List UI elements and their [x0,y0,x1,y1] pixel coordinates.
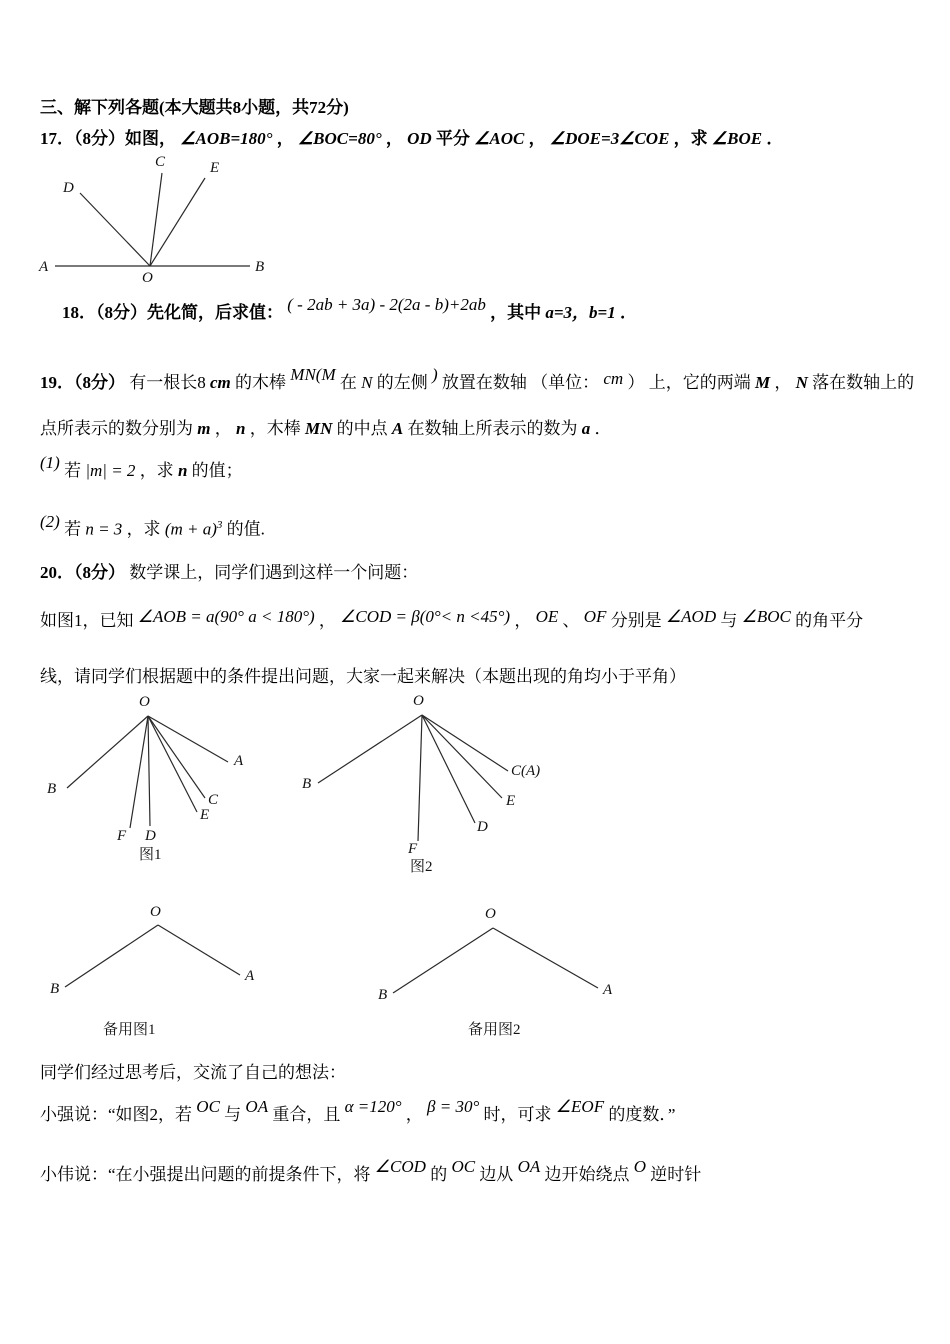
text-segment: 如图1，已知 [40,611,134,630]
problem-18 [62,295,637,326]
point-label-O: O [139,694,150,710]
text-segment: 在 [339,373,357,392]
text-segment: 平分 [435,129,470,148]
math-segment: OE [535,607,559,626]
figure-caption: 备用图1 [103,1022,156,1038]
text-segment: ， [318,611,336,630]
text-segment: ， [405,1105,423,1124]
math-segment: cm [210,373,231,392]
text-segment: 与 [224,1105,242,1124]
text-segment: 放置在数轴 [441,373,527,392]
math-segment: β = 30° [427,1097,480,1116]
point-label-D: D [145,828,156,844]
text-segment: 18．（8分）先化简，后求值： [62,303,283,322]
math-segment: MN(M [290,365,336,384]
text-segment: 边从 [479,1165,514,1184]
math-segment: n [177,461,188,480]
point-label-O: O [142,270,153,286]
math-segment: ∠AOB = a(90° a < 180°) [137,607,315,626]
point-label-O: O [485,906,496,922]
math-segment: OA [245,1097,269,1116]
text-segment: 点所表示的数分别为 [40,419,193,438]
math-segment: OD [407,129,432,148]
text-segment: 的中点 [336,419,388,438]
math-segment: α =120° [344,1097,402,1116]
text-segment: ，求 [139,461,174,480]
problem-19-line-2 [40,416,611,442]
spare-figure-2 [375,903,625,1043]
text-segment: 边开始绕点 [544,1165,630,1184]
math-segment: (m + a) [164,519,217,539]
figure-1 [35,693,275,868]
problem-19-line-1 [40,365,915,396]
text-segment: 在数轴上所表示的数为 [407,419,578,438]
math-segment: ∠BOE [711,129,763,148]
math-segment: ∠AOD [665,607,717,626]
math-segment: OC [451,1157,476,1176]
text-segment: ， [214,419,232,438]
problem-19-part-1 [40,453,243,484]
text-segment: 小强说：“如图2，若 [40,1105,193,1124]
figure-caption: 备用图2 [468,1022,521,1038]
text-segment: ， [774,373,792,392]
point-label-D: D [63,180,74,196]
point-label-A: A [245,968,255,984]
text-segment: 的木棒 [235,373,287,392]
math-segment: n = 3 [85,519,123,539]
point-label-E: E [506,793,516,809]
math-segment: ∠COD [374,1157,426,1176]
text-segment: ， [385,129,403,148]
point-label-B: B [255,259,265,275]
text-segment: 17．（8分）如图， [40,129,176,148]
text-segment: 20．（8分） [40,563,125,582]
text-segment: ， [276,129,294,148]
text-segment: 的值. [226,519,265,539]
text-segment: 有一根长8 [129,373,206,392]
text-segment: ，木棒 [249,419,301,438]
math-superscript: 3 [216,519,223,531]
point-label-C: C [155,154,166,170]
math-segment: ∠EOF [555,1097,605,1116]
math-segment: |m| = 2 [85,461,136,480]
point-label-F: F [408,841,418,857]
math-segment: a=3，b=1 [545,303,616,322]
text-segment: （单位： [531,373,600,392]
figure-caption: 图1 [139,847,162,863]
students-thoughts: 同学们经过思考后，交流了自己的想法： [40,1063,346,1082]
math-segment: OF [583,607,607,626]
math-segment: a [581,419,591,438]
text-segment: 的 [430,1165,448,1184]
text-segment: 上，它的两端 [648,373,751,392]
point-label-D: D [477,819,488,835]
text-segment: ， [528,129,546,148]
math-segment: (2) [40,511,60,531]
text-segment: 分别是 [610,611,662,630]
math-segment: OA [517,1157,541,1176]
spare-figure-1 [45,903,275,1043]
text-segment: 若 [64,461,82,480]
text-segment: 逆时针 [650,1165,702,1184]
math-segment: ) [431,365,438,384]
point-label-E: E [210,160,220,176]
math-segment: M [754,373,771,392]
text-segment: ， [514,611,532,630]
point-label-O: O [413,693,424,709]
problem-20-line-2: 线，请同学们根据题中的条件提出问题，大家一起来解决（本题出现的角均小于平角） [40,667,686,686]
text-segment: 时，可求 [483,1105,552,1124]
math-segment: ∠AOC [474,129,525,148]
figure-2 [300,693,570,878]
text-segment: ，求 [126,519,161,539]
text-segment: ） [627,373,645,392]
text-segment: 的左侧 [376,373,428,392]
math-expression: ( - 2ab + 3a) - 2(2a - b)+2ab [287,295,486,314]
math-segment: ∠BOC [741,607,791,626]
math-segment: ∠BOC=80° [297,129,382,148]
math-segment: m [197,419,211,438]
point-label-A: A [603,982,613,998]
math-segment: (1) [40,453,60,472]
text-segment: 若 [64,519,82,539]
section-header: 三、解下列各题(本大题共8小题，共72分) [40,98,349,117]
text-segment: 数学课上，同学们遇到这样一个问题： [129,563,419,582]
text-segment: 落在数轴上的 [812,373,915,392]
figure-problem-17 [35,148,275,288]
math-segment: ∠COD = β(0°< n <45°) [340,607,511,626]
point-label-B: B [47,781,57,797]
text-segment: 的角平分 [795,611,864,630]
text-segment: ，其中 [490,303,542,322]
problem-20-intro [40,560,418,586]
math-segment: ∠DOE=3∠COE [549,129,670,148]
math-segment: n [235,419,246,438]
math-segment: cm [603,369,624,388]
math-segment: N [361,373,373,392]
problem-20-line-1 [40,608,863,634]
xiaowei-statement [40,1157,702,1188]
point-label-E: E [200,807,210,823]
math-segment: MN [304,419,333,438]
text-segment: 的值； [191,461,243,480]
text-segment: ，求 [673,129,708,148]
math-segment: A [391,419,404,438]
text-segment: 、 [562,611,580,630]
problem-19-part-2 [40,512,265,543]
point-label-B: B [378,987,388,1003]
point-label-A: A [234,753,244,769]
point-label-C: C [208,792,219,808]
text-segment: 与 [720,611,738,630]
math-segment: N [795,373,808,392]
math-segment: O [633,1157,647,1176]
text-segment: ． [619,303,637,322]
text-segment: 小伟说：“在小强提出问题的前提条件下，将 [40,1165,371,1184]
text-segment: ． [594,419,612,438]
text-segment: 的度数．” [608,1105,676,1124]
point-label-CA: C(A) [511,763,541,779]
text-segment: 19．（8分） [40,373,125,392]
text-segment: 重合，且 [272,1105,341,1124]
math-segment: ∠AOB=180° [180,129,273,148]
point-label-A: A [39,259,49,275]
xiaoqiang-statement [40,1097,676,1128]
point-label-F: F [117,828,127,844]
math-segment: OC [196,1097,220,1116]
text-segment: ． [766,129,784,148]
point-label-B: B [50,981,60,997]
point-label-B: B [302,776,312,792]
figure-caption: 图2 [410,859,433,875]
point-label-O: O [150,904,161,920]
